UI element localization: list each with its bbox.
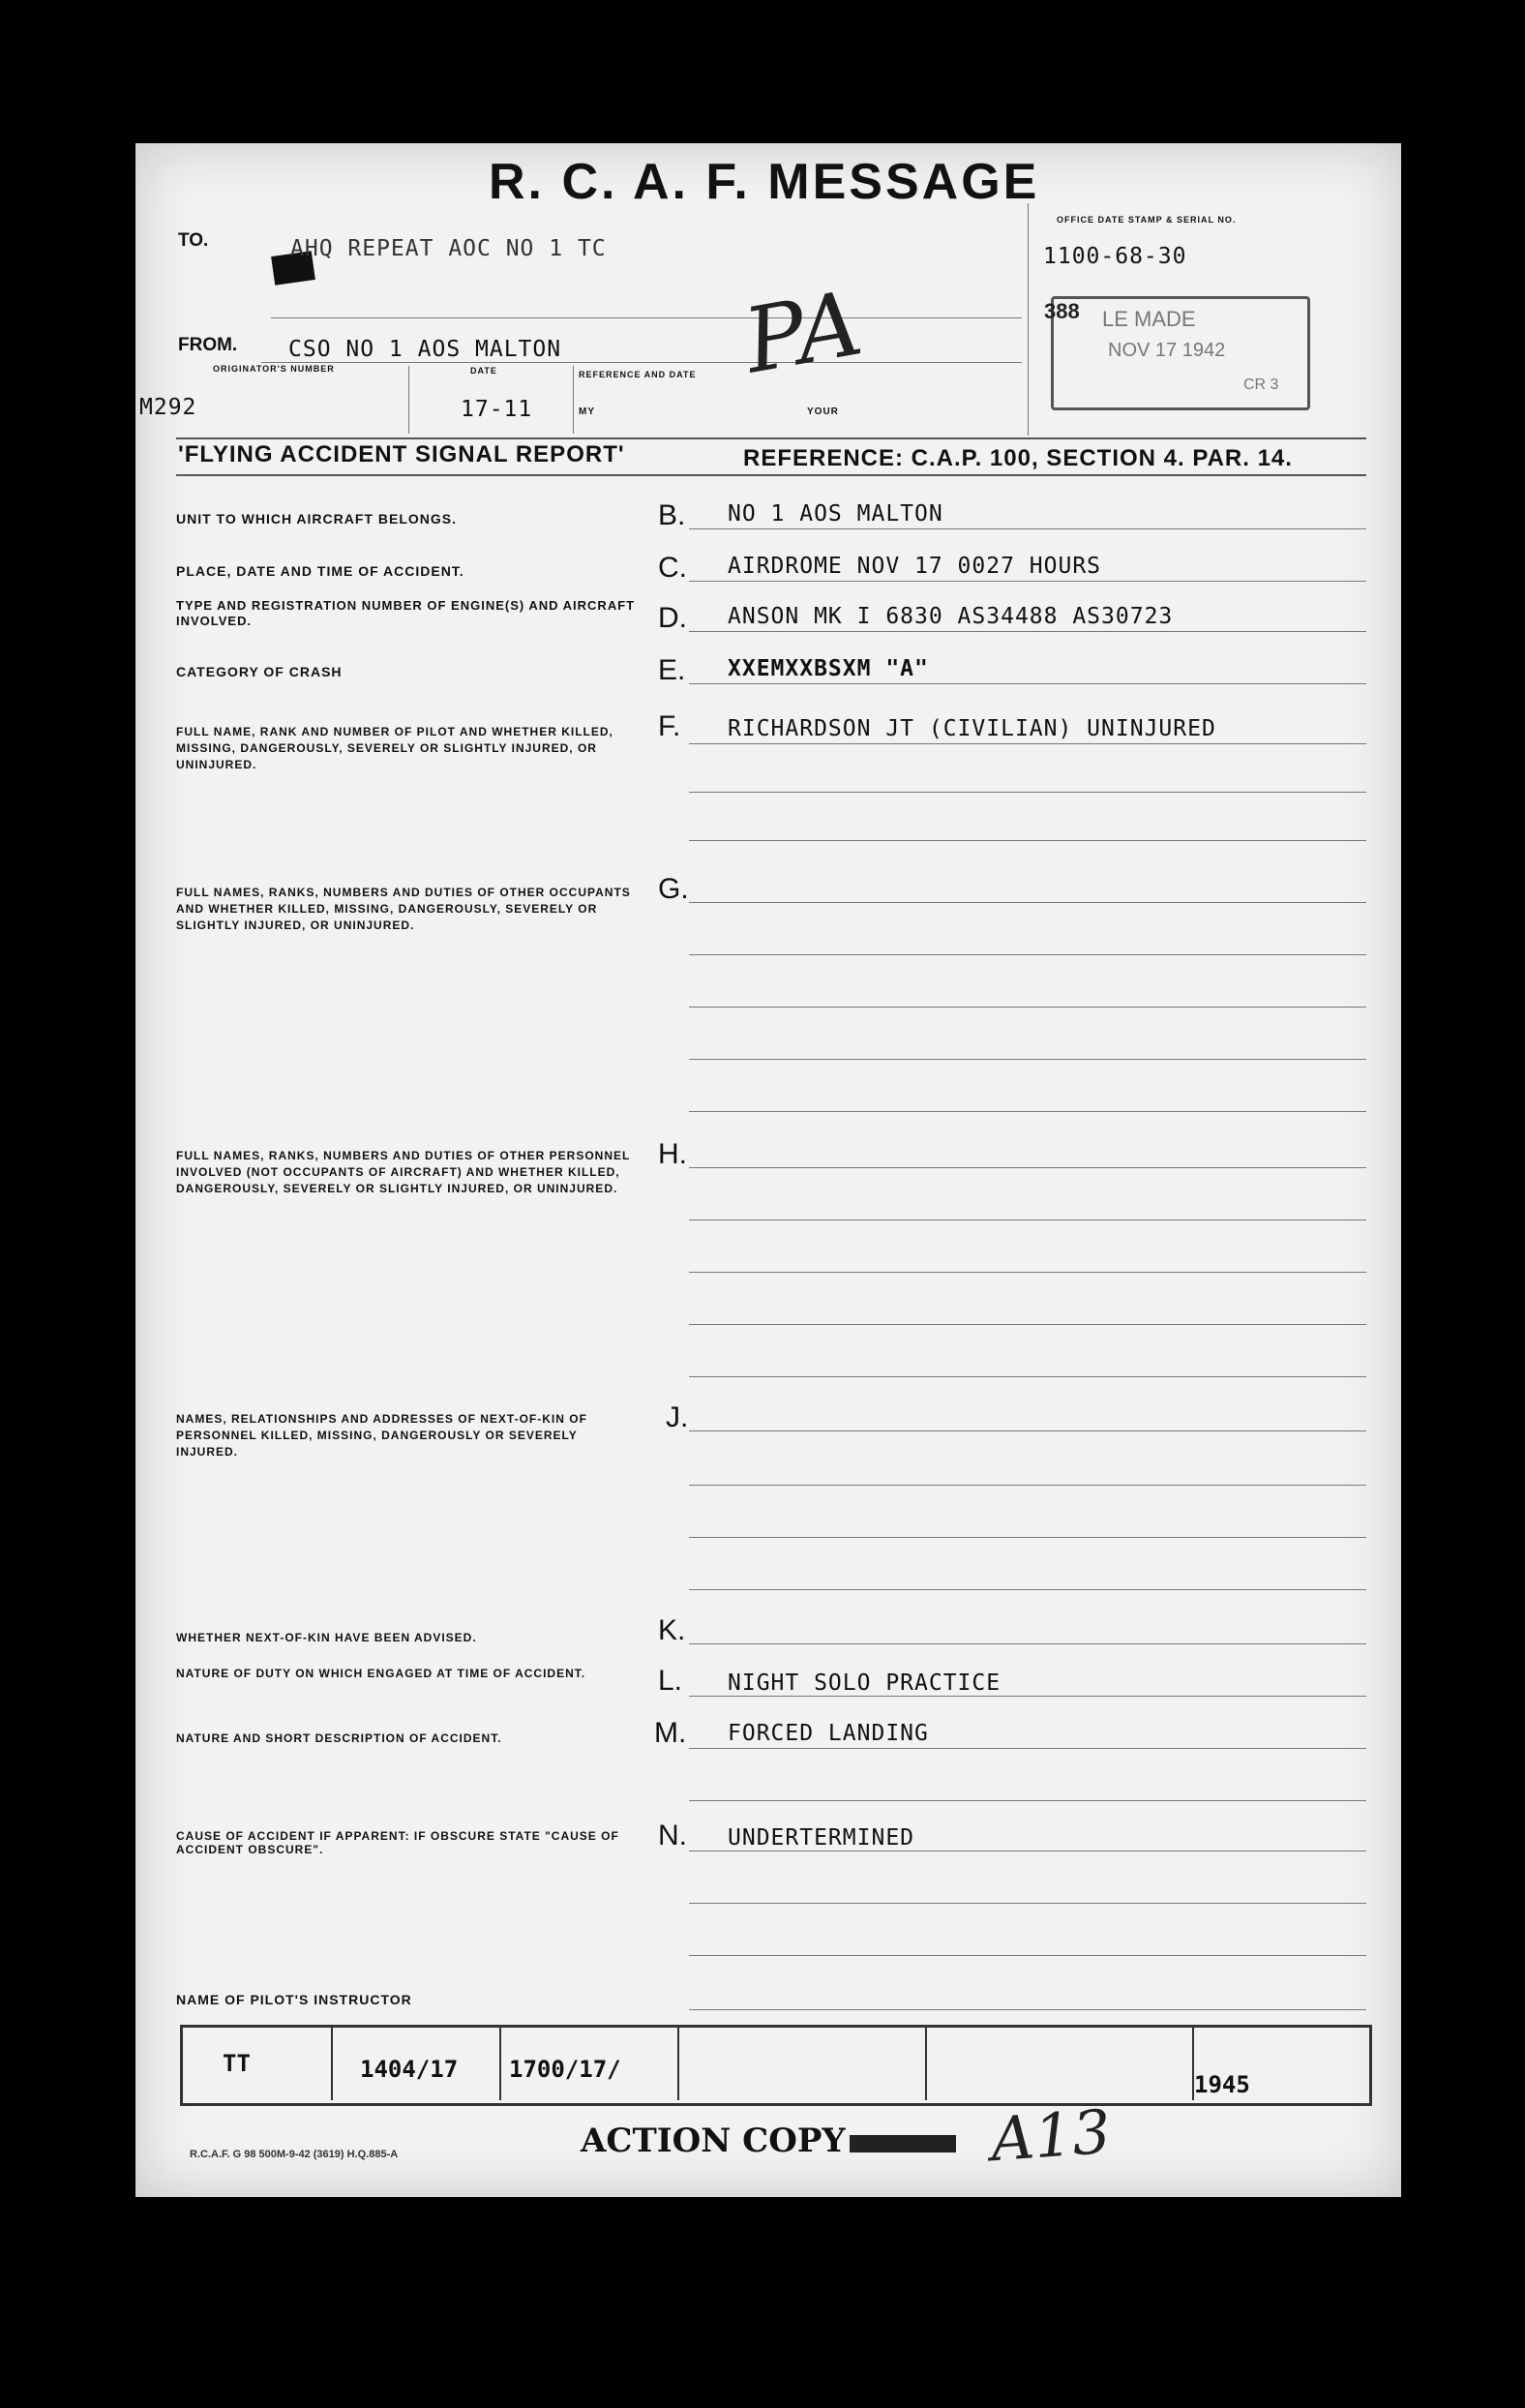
date-value: 17-11 <box>461 397 533 422</box>
field-d-label: TYPE AND REGISTRATION NUMBER OF ENGINE(S) AND AIRCRAFT INVOLVED. <box>176 598 636 628</box>
field-c-rule <box>689 581 1366 582</box>
field-m-label: NATURE AND SHORT DESCRIPTION OF ACCIDENT. <box>176 1731 502 1745</box>
field-l-label: NATURE OF DUTY ON WHICH ENGAGED AT TIME OF ACCIDENT. <box>176 1667 586 1680</box>
field-k-label: WHETHER NEXT-OF-KIN HAVE BEEN ADVISED. <box>176 1631 477 1644</box>
field-g-rule-2 <box>689 954 1366 955</box>
field-c-label: PLACE, DATE AND TIME OF ACCIDENT. <box>176 563 464 579</box>
from-rule <box>261 362 1022 363</box>
field-h-rule-3 <box>689 1272 1366 1273</box>
date-label: DATE <box>470 366 497 376</box>
from-value: CSO NO 1 AOS MALTON <box>288 337 562 362</box>
field-j-rule-2 <box>689 1485 1366 1486</box>
field-h-rule-5 <box>689 1376 1366 1377</box>
header-divider-1 <box>408 366 409 434</box>
field-h-rule-1 <box>689 1167 1366 1168</box>
field-d-value: ANSON MK I 6830 AS34488 AS30723 <box>728 604 1174 629</box>
field-c-value: AIRDROME NOV 17 0027 HOURS <box>728 554 1102 579</box>
reference-label: REFERENCE AND DATE <box>579 370 697 379</box>
to-label: TO. <box>178 230 209 251</box>
form-title: R. C. A. F. MESSAGE <box>489 154 1040 210</box>
field-k-letter: K. <box>658 1614 686 1646</box>
field-b-letter: B. <box>658 499 686 531</box>
field-d-rule <box>689 631 1366 632</box>
field-g-rule-1 <box>689 902 1366 903</box>
footer-divider-3 <box>677 2027 679 2100</box>
stamp-cr: CR 3 <box>1243 376 1279 393</box>
field-e-rule <box>689 683 1366 684</box>
field-n-value: UNDERTERMINED <box>728 1825 915 1851</box>
serial-number: 1100-68-30 <box>1043 244 1187 269</box>
footer-cell-3: 1700/17/ <box>509 2056 621 2083</box>
field-f-rule-1 <box>689 743 1366 744</box>
header-divider-2 <box>573 366 574 434</box>
form-code: R.C.A.F. G 98 500M-9-42 (3619) H.Q.885-A <box>190 2149 399 2160</box>
footer-divider-2 <box>499 2027 501 2100</box>
field-j-rule-4 <box>689 1589 1366 1590</box>
field-m-letter: M. <box>654 1717 687 1749</box>
handwritten-initials: PA <box>736 271 870 394</box>
field-l-value: NIGHT SOLO PRACTICE <box>728 1671 1002 1696</box>
your-label: YOUR <box>807 406 839 417</box>
field-h-rule-2 <box>689 1219 1366 1220</box>
field-j-label: NAMES, RELATIONSHIPS AND ADDRESSES OF NEXT-OF-KIN OF PERSONNEL KILLED, MISSING, DANGEROUSLY OR SEVERELY INJURED. <box>176 1412 587 1459</box>
field-n-letter: N. <box>658 1820 687 1851</box>
to-rule <box>271 317 1022 318</box>
to-value: AHQ REPEAT AOC NO 1 TC <box>290 236 607 261</box>
field-m-rule-1 <box>689 1748 1366 1749</box>
received-stamp <box>1044 296 1310 410</box>
my-label: MY <box>579 406 595 417</box>
footer-divider-4 <box>925 2027 927 2100</box>
field-d-letter: D. <box>658 602 687 634</box>
field-j-rule-3 <box>689 1537 1366 1538</box>
action-copy-redaction <box>850 2135 956 2152</box>
field-e-value: XXEMXXBSXM "A" <box>728 656 929 681</box>
field-c-letter: C. <box>658 552 687 584</box>
footer-divider-1 <box>331 2027 333 2100</box>
field-g-rule-4 <box>689 1059 1366 1060</box>
field-e-letter: E. <box>658 654 686 686</box>
stamp-text: LE MADE <box>1102 307 1196 331</box>
field-k-rule <box>689 1643 1366 1644</box>
handwritten-file-number: A13 <box>988 2095 1114 2176</box>
field-f-letter: F. <box>658 710 681 742</box>
field-g-rule-3 <box>689 1007 1366 1008</box>
field-b-label: UNIT TO WHICH AIRCRAFT BELONGS. <box>176 511 457 527</box>
originator-label: ORIGINATOR'S NUMBER <box>213 364 335 374</box>
field-j-letter: J. <box>666 1401 689 1433</box>
field-g-rule-5 <box>689 1111 1366 1112</box>
action-copy-stamp: ACTION COPY <box>581 2122 846 2160</box>
field-n-rule-2 <box>689 1903 1366 1904</box>
report-reference: REFERENCE: C.A.P. 100, SECTION 4. PAR. 14. <box>743 445 1293 471</box>
field-j-rule-1 <box>689 1430 1366 1431</box>
field-f-value: RICHARDSON JT (CIVILIAN) UNINJURED <box>728 716 1216 741</box>
field-h-label: FULL NAMES, RANKS, NUMBERS AND DUTIES OF OTHER PERSONNEL INVOLVED (NOT OCCUPANTS OF AIRCRAFT) AND WHETHER KILLED, DANGEROUSLY, SEVERELY OR SLIGHTLY INJURED, OR UNINJURED. <box>176 1149 631 1195</box>
stamp-number: 388 <box>1044 299 1080 323</box>
footer-cell-1: TT <box>223 2050 251 2077</box>
field-m-rule-2 <box>689 1800 1366 1801</box>
field-n-rule-3 <box>689 1955 1366 1956</box>
field-b-value: NO 1 AOS MALTON <box>728 501 943 527</box>
field-f-rule-2 <box>689 792 1366 793</box>
field-h-rule-4 <box>689 1324 1366 1325</box>
field-l-letter: L. <box>658 1665 683 1697</box>
from-label: FROM. <box>178 335 238 355</box>
footer-cell-2: 1404/17 <box>360 2056 459 2083</box>
stamp-date: NOV 17 1942 <box>1108 340 1226 361</box>
field-g-label: FULL NAMES, RANKS, NUMBERS AND DUTIES OF OTHER OCCUPANTS AND WHETHER KILLED, MISSING, DANGEROUSLY, SEVERELY OR SLIGHTLY INJURED, OR UNINJURED. <box>176 886 631 932</box>
field-n-label: CAUSE OF ACCIDENT IF APPARENT: IF OBSCURE STATE "CAUSE OF ACCIDENT OBSCURE". <box>176 1829 619 1856</box>
footer-cell-6: 1945 <box>1194 2071 1250 2098</box>
heading-rule-bottom <box>176 474 1366 476</box>
field-m-value: FORCED LANDING <box>728 1721 929 1746</box>
header-divider-3 <box>1028 203 1029 436</box>
field-g-letter: G. <box>658 873 689 905</box>
instructor-label: NAME OF PILOT'S INSTRUCTOR <box>176 1992 412 2007</box>
field-e-label: CATEGORY OF CRASH <box>176 664 343 679</box>
field-l-rule <box>689 1696 1366 1697</box>
originator-value: M292 <box>139 395 197 420</box>
field-f-label: FULL NAME, RANK AND NUMBER OF PILOT AND WHETHER KILLED, MISSING, DANGEROUSLY, SEVERELY OR SLIGHTLY INJURED, OR UNINJURED. <box>176 725 613 771</box>
report-heading: 'FLYING ACCIDENT SIGNAL REPORT' <box>178 441 625 467</box>
office-stamp-label: OFFICE DATE STAMP & SERIAL NO. <box>1057 215 1237 225</box>
field-n-rule-4 <box>689 2009 1366 2010</box>
field-b-rule <box>689 528 1366 529</box>
field-h-letter: H. <box>658 1138 687 1170</box>
field-f-rule-3 <box>689 840 1366 841</box>
heading-rule-top <box>176 437 1366 439</box>
